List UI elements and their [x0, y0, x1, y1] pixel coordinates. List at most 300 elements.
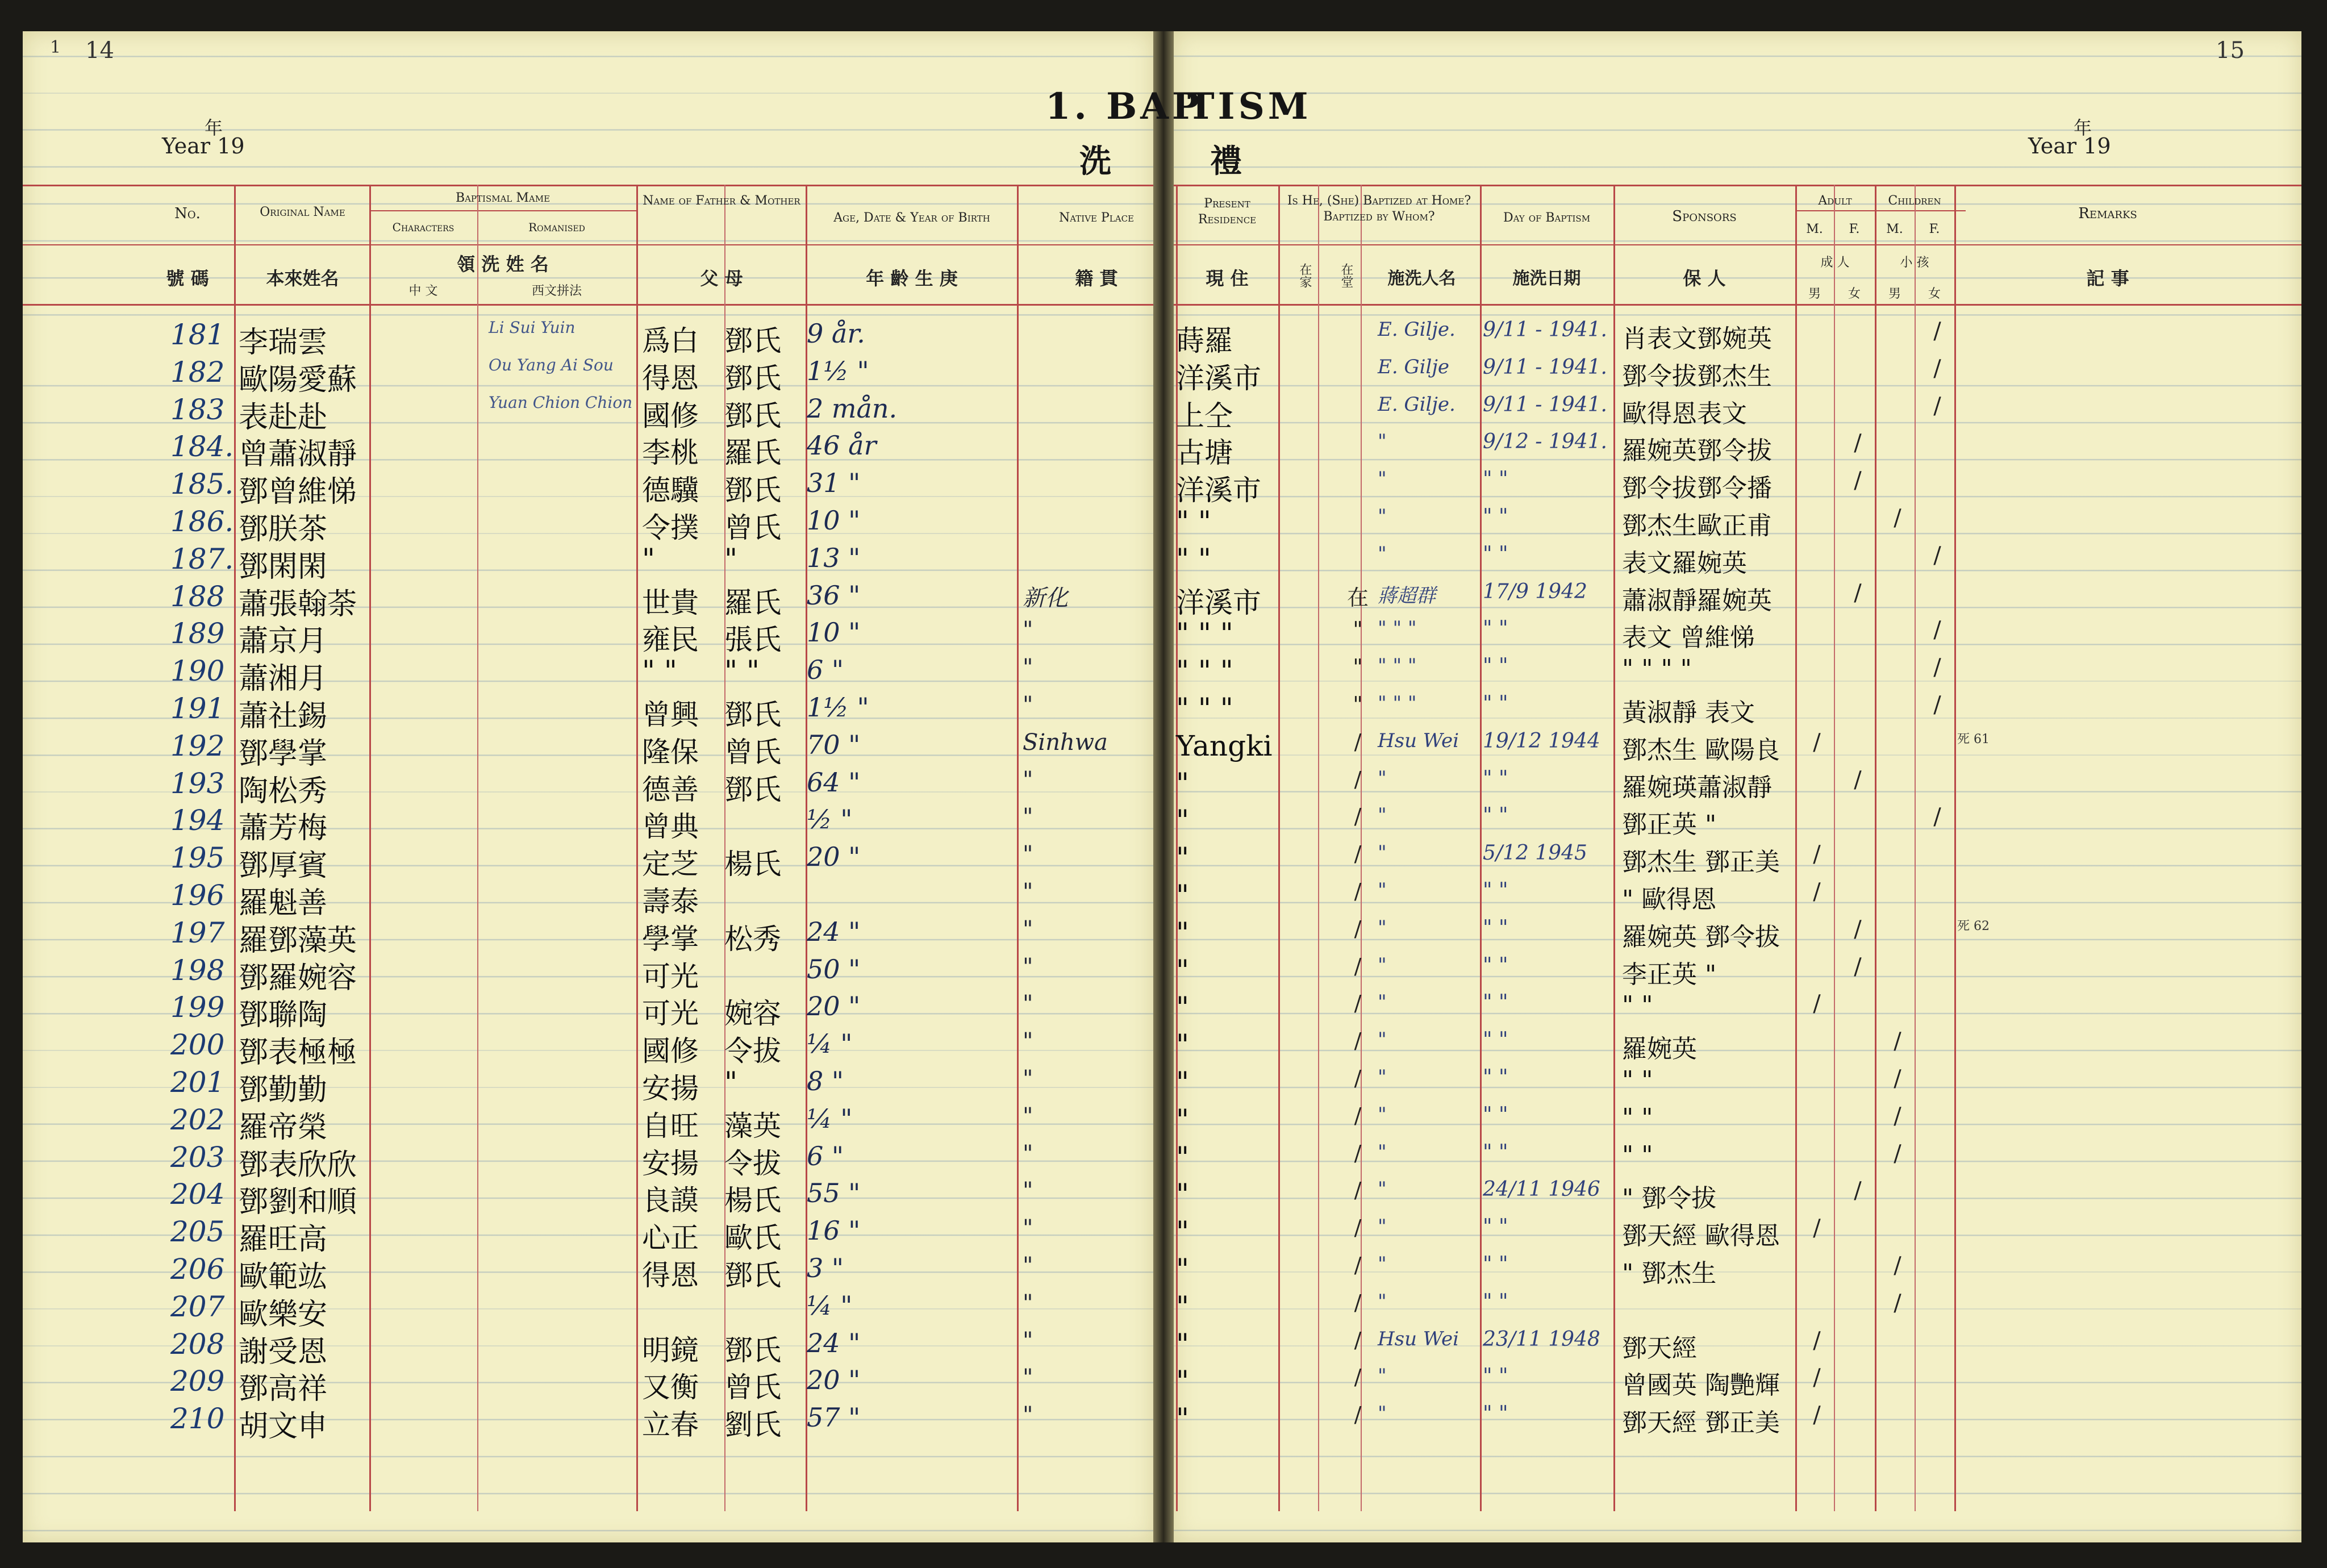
day-of-baptism: " " — [1483, 505, 1508, 528]
baptized-by: " — [1378, 953, 1387, 977]
native-place: " — [1023, 879, 1033, 905]
entry-number: 186. — [170, 505, 234, 538]
native-place: Sinhwa — [1023, 729, 1108, 756]
day-of-baptism: " " — [1483, 1215, 1508, 1239]
father-name: 明鏡 — [642, 1333, 699, 1367]
day-of-baptism: " " — [1483, 916, 1508, 940]
present-residence: " — [1176, 1365, 1189, 1398]
header-sponsors: Sponsors — [1672, 208, 1737, 225]
baptized-by: " — [1378, 468, 1387, 491]
table-row — [0, 430, 2327, 472]
sponsors: 肖表文鄧婉英 — [1622, 324, 1772, 353]
sponsors: " " — [1622, 1103, 1653, 1132]
mother-name: 羅氏 — [724, 586, 781, 619]
baptized-at-hall: " — [1353, 617, 1363, 643]
baptized-by: E. Gilje — [1378, 355, 1450, 378]
adult-male-mark: / — [1813, 729, 1821, 756]
baptized-by: " — [1378, 1290, 1387, 1313]
original-name: 鄧劉和順 — [239, 1185, 357, 1220]
age: 10 " — [807, 505, 861, 536]
table-row — [0, 468, 2327, 510]
age: 24 " — [807, 1327, 861, 1358]
table-row — [0, 355, 2327, 397]
day-of-baptism: " " — [1483, 1066, 1508, 1089]
original-name: 謝受恩 — [239, 1335, 328, 1369]
baptized-by: " — [1378, 505, 1387, 528]
header-cn-day: 施洗日期 — [1512, 269, 1581, 289]
sponsors: 鄧令拔鄧杰生 — [1622, 361, 1772, 391]
father-name: 立春 — [642, 1408, 699, 1442]
header-adult-f: F. — [1849, 222, 1860, 236]
original-name: 胡文申 — [239, 1409, 328, 1444]
table-row — [0, 766, 2327, 808]
mother-name: 歐氏 — [724, 1221, 781, 1255]
title-chinese-right: 禮 — [1210, 143, 1242, 180]
adult-male-mark: / — [1813, 841, 1821, 868]
baptized-at-hall: / — [1354, 953, 1362, 979]
native-place: " — [1023, 804, 1033, 831]
day-of-baptism: 5/12 1945 — [1483, 841, 1587, 865]
sponsors: 鄧杰生 鄧正美 — [1622, 848, 1780, 877]
baptized-at-hall: " — [1353, 654, 1363, 680]
baptized-by: E. Gilje. — [1378, 393, 1456, 416]
entry-number: 193 — [170, 766, 225, 800]
child-male-mark: / — [1894, 1290, 1901, 1316]
present-residence: " " — [1176, 542, 1211, 576]
left-margin-mark: 1 — [50, 37, 61, 57]
mother-name: 曾氏 — [724, 1371, 781, 1404]
day-of-baptism: " " — [1483, 1290, 1508, 1313]
sponsors: 羅婉英 — [1622, 1035, 1697, 1064]
present-residence: " — [1176, 991, 1189, 1024]
original-name: 鄧學掌 — [239, 736, 328, 771]
native-place: " — [1023, 1365, 1033, 1391]
table-row — [0, 1402, 2327, 1444]
child-male-mark: / — [1894, 1103, 1901, 1129]
entry-number: 188 — [170, 579, 225, 613]
mother-name: 鄧氏 — [724, 399, 781, 432]
title-left: 1. BAP — [1045, 85, 1203, 128]
entry-number: 192 — [170, 729, 225, 762]
original-name: 曾蕭淑靜 — [239, 437, 357, 472]
sponsors: " 鄧杰生 — [1622, 1259, 1717, 1288]
day-of-baptism: " " — [1483, 953, 1508, 977]
original-name: 表赴赴 — [239, 400, 328, 435]
entry-number: 207 — [170, 1290, 225, 1323]
header-cn-no: 號 碼 — [166, 268, 209, 289]
adult-male-mark: / — [1813, 991, 1821, 1017]
original-name: 鄧閑閑 — [239, 549, 328, 584]
header-cn-native: 籍 貫 — [1075, 268, 1118, 289]
baptized-at-hall: / — [1354, 841, 1362, 867]
mother-name: 曾氏 — [724, 735, 781, 769]
header-cn-child-female: 女 — [1928, 287, 1941, 301]
child-female-mark: / — [1933, 318, 1941, 344]
header-cn-age: 年 齡 生 庚 — [866, 268, 958, 289]
present-residence: " — [1176, 1066, 1189, 1099]
mother-name: 鄧氏 — [724, 698, 781, 731]
original-name: 鄧羅婉容 — [239, 961, 357, 995]
day-of-baptism: 19/12 1944 — [1483, 729, 1600, 753]
mother-name: " " — [724, 654, 760, 688]
table-row — [0, 1290, 2327, 1332]
age: 1½ " — [807, 355, 869, 386]
father-name: 學掌 — [642, 922, 699, 956]
table-row — [0, 729, 2327, 771]
table-row — [0, 1140, 2327, 1182]
day-of-baptism: " " — [1483, 804, 1508, 828]
day-of-baptism: " " — [1483, 542, 1508, 566]
sponsors: 鄧杰生歐正甫 — [1622, 511, 1772, 540]
present-residence: 洋溪市 — [1176, 474, 1261, 507]
father-name: 李桃 — [642, 436, 699, 470]
entry-number: 194 — [170, 804, 225, 837]
header-top-rule-left — [23, 185, 1153, 186]
entry-number: 197 — [170, 916, 225, 949]
day-of-baptism: 17/9 1942 — [1483, 579, 1587, 603]
remark: 死 62 — [1957, 919, 1990, 933]
native-place: " — [1023, 991, 1033, 1017]
age: 70 " — [807, 729, 861, 760]
mother-name: 楊氏 — [724, 848, 781, 881]
age: ¼ " — [807, 1028, 853, 1060]
table-row — [0, 1253, 2327, 1294]
entry-number: 190 — [170, 654, 225, 688]
table-row — [0, 1178, 2327, 1220]
sponsors: 鄧令拔鄧令播 — [1622, 474, 1772, 503]
present-residence: " " " — [1176, 654, 1233, 688]
adult-male-mark: / — [1813, 1365, 1821, 1391]
entry-number: 187. — [170, 542, 234, 576]
baptized-by: " " " — [1378, 692, 1417, 715]
adult-male-mark: / — [1813, 1215, 1821, 1242]
present-residence: " — [1176, 879, 1189, 912]
child-male-mark: / — [1894, 1028, 1901, 1055]
table-row — [0, 505, 2327, 547]
day-of-baptism: " " — [1483, 766, 1508, 790]
sponsors: 表文 曾維悌 — [1622, 623, 1755, 653]
adult-male-mark: / — [1813, 1402, 1821, 1429]
father-name: 德善 — [642, 773, 699, 806]
mother-name: 藻英 — [724, 1109, 781, 1142]
child-female-mark: / — [1933, 393, 1941, 419]
table-row — [0, 1365, 2327, 1407]
sponsors: 羅婉英 鄧令拔 — [1622, 922, 1780, 952]
adult-female-mark: / — [1854, 579, 1862, 606]
original-name: 蕭社錫 — [239, 699, 328, 733]
table-row — [0, 804, 2327, 846]
day-of-baptism: " " — [1483, 1028, 1508, 1052]
adult-female-mark: / — [1854, 766, 1862, 793]
original-name: 李瑞雲 — [239, 326, 328, 360]
child-female-mark: / — [1933, 355, 1941, 382]
header-cn-adult: 成 人 — [1820, 256, 1850, 270]
entry-number: 204 — [170, 1178, 225, 1211]
adult-female-mark: / — [1854, 916, 1862, 943]
header-children-m: M. — [1886, 222, 1903, 236]
child-male-mark: / — [1894, 1066, 1901, 1092]
present-residence: 洋溪市 — [1176, 361, 1261, 395]
baptized-by: " — [1378, 1066, 1387, 1089]
mother-name: " — [724, 1066, 737, 1099]
native-place: " — [1023, 692, 1033, 718]
father-name: 令撲 — [642, 511, 699, 544]
adult-female-mark: / — [1854, 953, 1862, 980]
baptized-by: " — [1378, 1253, 1387, 1275]
sponsors: " " — [1622, 1140, 1653, 1170]
header-cn-father-mother: 父 母 — [700, 268, 743, 289]
header-cn-hall: 在堂 — [1339, 263, 1353, 288]
baptized-at-hall: / — [1354, 1140, 1362, 1166]
entry-number: 198 — [170, 953, 225, 987]
father-name: 曾典 — [642, 810, 699, 844]
sponsors: " " — [1622, 1066, 1653, 1095]
header-cn-children: 小 孩 — [1900, 256, 1929, 270]
original-name: 羅魁善 — [239, 886, 328, 920]
entry-number: 203 — [170, 1140, 225, 1174]
native-place: " — [1023, 1103, 1033, 1129]
header-characters: Characters — [392, 220, 454, 234]
header-cn-remarks: 記 事 — [2086, 268, 2129, 289]
day-of-baptism: 24/11 1946 — [1483, 1178, 1600, 1202]
present-residence: " — [1176, 1253, 1189, 1286]
table-row — [0, 953, 2327, 995]
age: 8 " — [807, 1066, 844, 1096]
baptized-at-hall: " — [1353, 692, 1363, 717]
baptized-at-hall: / — [1354, 1327, 1362, 1353]
mother-name: 鄧氏 — [724, 474, 781, 507]
original-name: 鄧厚賓 — [239, 849, 328, 883]
romanised-name: Yuan Chion Chion — [489, 393, 633, 412]
baptized-by: " — [1378, 916, 1387, 939]
native-place: " — [1023, 766, 1033, 793]
father-name: 曾興 — [642, 698, 699, 731]
age: 57 " — [807, 1402, 861, 1433]
baptized-at-hall: / — [1354, 1103, 1362, 1128]
age: 9 år. — [807, 318, 865, 349]
age: 64 " — [807, 766, 861, 798]
father-name: 自旺 — [642, 1109, 699, 1142]
sponsors: 羅婉英鄧令拔 — [1622, 436, 1772, 466]
father-name: 安揚 — [642, 1072, 699, 1105]
baptized-by: E. Gilje. — [1378, 318, 1456, 341]
original-name: 鄧表極極 — [239, 1036, 357, 1070]
day-of-baptism: 23/11 1948 — [1483, 1327, 1600, 1351]
native-place: " — [1023, 1402, 1033, 1429]
entry-number: 189 — [170, 617, 225, 650]
day-of-baptism: " " — [1483, 1103, 1508, 1127]
original-name: 鄧勤勤 — [239, 1073, 328, 1107]
header-cn-characters: 中 文 — [408, 284, 438, 298]
header-mid-rule-left — [23, 244, 1153, 245]
original-name: 蕭芳梅 — [239, 811, 328, 846]
sponsors: 蕭淑靜羅婉英 — [1622, 586, 1772, 615]
table-row — [0, 916, 2327, 958]
table-row — [0, 318, 2327, 360]
age: 24 " — [807, 916, 861, 947]
native-place: " — [1023, 1028, 1033, 1055]
table-row — [0, 1066, 2327, 1107]
father-name: 世貴 — [642, 586, 699, 619]
present-residence: " — [1176, 1402, 1189, 1436]
original-name: 鄧朕茶 — [239, 512, 328, 547]
native-place: " — [1023, 654, 1033, 681]
adult-children-subrule — [1795, 210, 1966, 211]
header-age: Age, Date & Year of Birth — [833, 211, 990, 225]
original-name: 鄧表欣欣 — [239, 1148, 357, 1182]
age: 31 " — [807, 468, 861, 499]
day-of-baptism: 9/12 - 1941. — [1483, 430, 1607, 454]
entry-number: 185. — [170, 468, 234, 501]
age: 55 " — [807, 1178, 861, 1209]
father-name: 可光 — [642, 997, 699, 1031]
adult-male-mark: / — [1813, 1327, 1821, 1354]
baptized-at-hall: / — [1354, 1253, 1362, 1278]
baptized-at-hall: / — [1354, 1365, 1362, 1390]
child-male-mark: / — [1894, 505, 1901, 531]
age: 20 " — [807, 841, 861, 873]
entry-number: 191 — [170, 692, 225, 725]
baptized-by: " — [1378, 1402, 1387, 1425]
father-name: 壽泰 — [642, 885, 699, 918]
sponsors: 羅婉瑛蕭淑靜 — [1622, 773, 1772, 802]
mother-name: 令拔 — [724, 1146, 781, 1180]
baptized-at-hall: / — [1354, 1215, 1362, 1241]
father-name: 可光 — [642, 960, 699, 993]
table-row — [0, 1028, 2327, 1070]
header-adult: Adult — [1818, 194, 1852, 208]
header-cn-residence: 現 住 — [1206, 268, 1249, 289]
present-residence: " — [1176, 1178, 1189, 1211]
header-cn-home: 在家 — [1298, 263, 1312, 288]
table-row — [0, 692, 2327, 733]
sponsors: 鄧天經 歐得恩 — [1622, 1221, 1780, 1251]
entry-number: 199 — [170, 991, 225, 1024]
child-female-mark: / — [1933, 804, 1941, 831]
entry-number: 209 — [170, 1365, 225, 1398]
header-original-name: Original Name — [260, 205, 345, 219]
table-row — [0, 841, 2327, 883]
native-place: " — [1023, 617, 1033, 644]
present-residence: " — [1176, 916, 1189, 949]
table-row — [0, 542, 2327, 584]
father-name: " — [642, 542, 655, 576]
mother-name: 曾氏 — [724, 511, 781, 544]
present-residence: Yangki — [1176, 729, 1273, 762]
entry-number: 210 — [170, 1402, 225, 1436]
original-name: 歐陽愛蘇 — [239, 362, 357, 397]
day-of-baptism: 9/11 - 1941. — [1483, 318, 1607, 341]
age: ½ " — [807, 804, 853, 835]
native-place: 新化 — [1023, 585, 1068, 611]
age: 20 " — [807, 1365, 861, 1396]
entry-number: 202 — [170, 1103, 225, 1136]
father-name: 得恩 — [642, 1259, 699, 1292]
year-nian-left: 年 — [205, 117, 223, 139]
baptized-at-hall: / — [1354, 1028, 1362, 1054]
present-residence: " — [1176, 1215, 1189, 1249]
entry-number: 184. — [170, 430, 234, 464]
header-cn-by-whom: 施洗人名 — [1387, 269, 1456, 289]
adult-female-mark: / — [1854, 468, 1862, 494]
header-native-place: Native Place — [1059, 211, 1134, 225]
baptized-by: " " " — [1378, 654, 1417, 678]
day-of-baptism: " " — [1483, 1253, 1508, 1276]
header-day-of-baptism: Day of Baptism — [1503, 211, 1591, 225]
present-residence: " — [1176, 953, 1189, 987]
baptized-by: " — [1378, 1215, 1387, 1238]
present-residence: 洋溪市 — [1176, 586, 1261, 619]
sponsors: 鄧天經 鄧正美 — [1622, 1408, 1780, 1438]
age: 2 mån. — [807, 393, 898, 424]
table-row — [0, 393, 2327, 435]
mother-name: 鄧氏 — [724, 324, 781, 357]
child-male-mark: / — [1894, 1253, 1901, 1279]
native-place: " — [1023, 1178, 1033, 1204]
left-page-number: 14 — [85, 37, 114, 64]
father-name: 德驥 — [642, 474, 699, 507]
sponsors: 歐得恩表文 — [1622, 399, 1747, 428]
baptized-at-hall: / — [1354, 1402, 1362, 1428]
baptized-by: " — [1378, 804, 1387, 827]
age: 6 " — [807, 1140, 844, 1171]
original-name: 羅鄧藻英 — [239, 923, 357, 958]
baptized-by: Hsu Wei — [1378, 1327, 1459, 1350]
age: 46 år — [807, 430, 877, 461]
original-name: 羅帝榮 — [239, 1110, 328, 1145]
child-female-mark: / — [1933, 542, 1941, 569]
present-residence: " — [1176, 804, 1189, 837]
sponsors: " " " " — [1622, 654, 1692, 684]
baptized-at-hall: / — [1354, 991, 1362, 1016]
table-row — [0, 879, 2327, 920]
adult-male-mark: / — [1813, 879, 1821, 905]
mother-name: 婉容 — [724, 997, 781, 1031]
native-place: " — [1023, 1290, 1033, 1316]
baptized-by: " — [1378, 1140, 1387, 1164]
header-cn-sponsors: 保 人 — [1683, 268, 1726, 289]
baptized-at-hall: / — [1354, 766, 1362, 792]
entry-number: 208 — [170, 1327, 225, 1361]
present-residence: " " " — [1176, 617, 1233, 650]
father-name: 國修 — [642, 1035, 699, 1068]
father-name: " " — [642, 654, 677, 688]
mother-name: 鄧氏 — [724, 361, 781, 395]
present-residence: " — [1176, 766, 1189, 800]
present-residence: " — [1176, 841, 1189, 875]
entry-number: 200 — [170, 1028, 225, 1062]
header-cn-original: 本來姓名 — [266, 268, 339, 289]
original-name: 鄧高祥 — [239, 1372, 328, 1407]
header-bottom-rule-left — [23, 304, 1153, 306]
day-of-baptism: " " — [1483, 1365, 1508, 1388]
present-residence: " — [1176, 1103, 1189, 1136]
header-no: No. — [174, 205, 201, 222]
baptized-by: " — [1378, 430, 1387, 453]
baptized-by: " — [1378, 991, 1387, 1014]
baptized-by: " — [1378, 1103, 1387, 1126]
entry-number: 196 — [170, 879, 225, 912]
header-cn-child-male: 男 — [1888, 287, 1901, 301]
day-of-baptism: " " — [1483, 692, 1508, 715]
baptized-by: " — [1378, 766, 1387, 790]
present-residence: " " " — [1176, 692, 1233, 725]
day-of-baptism: " " — [1483, 1402, 1508, 1426]
sponsors: 黃淑靜 表文 — [1622, 698, 1755, 727]
adult-female-mark: / — [1854, 430, 1862, 457]
age: 3 " — [807, 1253, 844, 1283]
entry-number: 206 — [170, 1253, 225, 1286]
